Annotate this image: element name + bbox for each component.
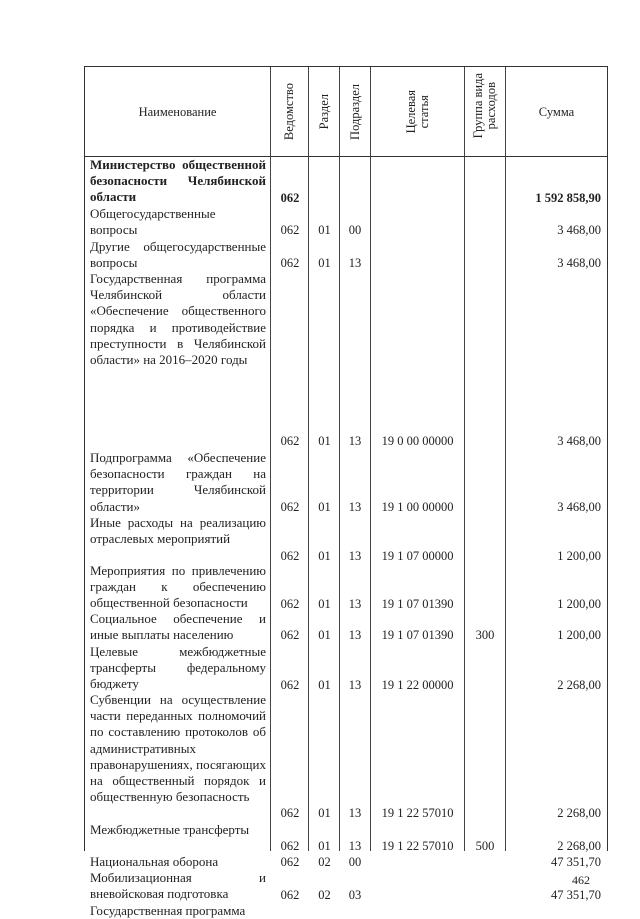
row-target: 19 0 00 00000 <box>381 434 454 448</box>
row-subsection: 00 <box>348 223 362 237</box>
row-name: Целевые межбюджетные трансферты федеральному бюджету <box>90 644 266 692</box>
row-sum: 3 468,00 <box>557 223 601 237</box>
header-subsection: Подраздел <box>347 83 362 140</box>
row-section: 01 <box>318 434 331 448</box>
header-department-cell <box>271 67 308 156</box>
row-department: 062 <box>280 549 300 563</box>
header-subsection-cell <box>340 67 370 156</box>
row-section: 01 <box>318 678 331 692</box>
page-number: 462 <box>572 873 590 887</box>
row-sum: 2 268,00 <box>557 806 601 820</box>
row-sum: 3 468,00 <box>557 500 601 514</box>
row-department: 062 <box>280 855 300 869</box>
row-department: 062 <box>280 191 300 205</box>
header-sum: Сумма <box>538 104 575 119</box>
row-target: 19 1 22 57010 <box>381 839 454 853</box>
column-divider <box>464 67 465 851</box>
row-name: Национальная оборона <box>90 854 219 869</box>
row-department: 062 <box>280 256 300 270</box>
row-target: 19 1 22 00000 <box>381 678 454 692</box>
header-section: Раздел <box>316 93 331 130</box>
row-section: 01 <box>318 549 331 563</box>
header-target: Целевая статья <box>403 89 431 134</box>
row-subsection: 13 <box>348 806 362 820</box>
row-sum: 3 468,00 <box>557 256 601 270</box>
row-name: Социальное обеспечение и иные выплаты населению <box>90 611 266 643</box>
row-sum: 3 468,00 <box>557 434 601 448</box>
row-name: Иные расходы на реализацию отраслевых мероприятий <box>90 515 266 547</box>
row-subsection: 13 <box>348 597 362 611</box>
header-name-cell <box>85 67 270 156</box>
column-divider <box>339 67 340 851</box>
row-name: Подпрограмма «Обеспечение безопасности граждан на территории Челябинской области» <box>90 450 266 514</box>
row-subsection: 13 <box>348 256 362 270</box>
row-department: 062 <box>280 839 300 853</box>
row-name: Государственная программа <box>90 903 246 918</box>
row-subsection: 13 <box>348 678 362 692</box>
column-divider <box>505 67 506 851</box>
header-target-cell <box>371 67 464 156</box>
row-name: Общегосударственные вопросы <box>90 206 216 238</box>
row-target: 19 1 07 01390 <box>381 628 454 642</box>
column-divider <box>308 67 309 851</box>
row-target: 19 1 07 00000 <box>381 549 454 563</box>
row-group: 500 <box>475 839 495 853</box>
row-name: Мобилизационная и вневойсковая подготовка <box>90 870 266 902</box>
row-sum: 1 200,00 <box>557 549 601 563</box>
row-name: Субвенции на осуществление части переданных полномочий по составлению протоколов об административных правонарушениях, посягающих на общественный порядок и общественную безопасность <box>90 692 266 805</box>
row-sum: 1 200,00 <box>557 597 601 611</box>
row-subsection: 13 <box>348 434 362 448</box>
header-department: Ведомство <box>282 82 296 141</box>
row-subsection: 03 <box>348 888 362 902</box>
row-department: 062 <box>280 223 300 237</box>
header-section-cell <box>309 67 339 156</box>
row-section: 01 <box>318 256 331 270</box>
header-name: Наименование <box>138 104 217 119</box>
row-department: 062 <box>280 678 300 692</box>
row-target: 19 1 22 57010 <box>381 806 454 820</box>
row-name: Межбюджетные трансферты <box>90 822 250 837</box>
row-department: 062 <box>280 806 300 820</box>
row-sum: 1 200,00 <box>557 628 601 642</box>
row-name: Государственная программа Челябинской области «Обеспечение общественного порядка и противодействие преступности в Челябинской области» на 2016–2020 годы <box>90 271 266 368</box>
row-subsection: 13 <box>348 549 362 563</box>
row-name: Мероприятия по привлечению граждан к обеспечению общественной безопасности <box>90 563 266 611</box>
row-target: 19 1 07 01390 <box>381 597 454 611</box>
header-group-cell <box>465 67 505 156</box>
row-department: 062 <box>280 500 300 514</box>
row-sum: 47 351,70 <box>551 855 601 869</box>
row-sum: 2 268,00 <box>557 678 601 692</box>
row-department: 062 <box>280 597 300 611</box>
row-department: 062 <box>280 628 300 642</box>
row-department: 062 <box>280 434 300 448</box>
row-section: 01 <box>318 223 331 237</box>
row-section: 01 <box>318 500 331 514</box>
row-subsection: 13 <box>348 500 362 514</box>
row-sum: 47 351,70 <box>551 888 601 902</box>
row-subsection: 13 <box>348 628 362 642</box>
row-subsection: 00 <box>348 855 362 869</box>
column-divider <box>370 67 371 851</box>
row-section: 01 <box>318 806 331 820</box>
row-section: 02 <box>318 888 331 902</box>
row-target: 19 1 00 00000 <box>381 500 454 514</box>
row-subsection: 13 <box>348 839 362 853</box>
header-group: Группа вида расходов <box>471 73 498 139</box>
row-section: 01 <box>318 839 331 853</box>
row-name: Министерство общественной безопасности Челябинской области <box>90 157 266 205</box>
row-sum: 1 592 858,90 <box>535 191 601 205</box>
row-department: 062 <box>280 888 300 902</box>
row-section: 01 <box>318 597 331 611</box>
row-group: 300 <box>475 628 495 642</box>
row-section: 01 <box>318 628 331 642</box>
row-section: 02 <box>318 855 331 869</box>
row-sum: 2 268,00 <box>557 839 601 853</box>
header-sum-cell <box>506 67 607 156</box>
row-name: Другие общегосударственные вопросы <box>90 239 266 271</box>
column-divider <box>270 67 271 851</box>
